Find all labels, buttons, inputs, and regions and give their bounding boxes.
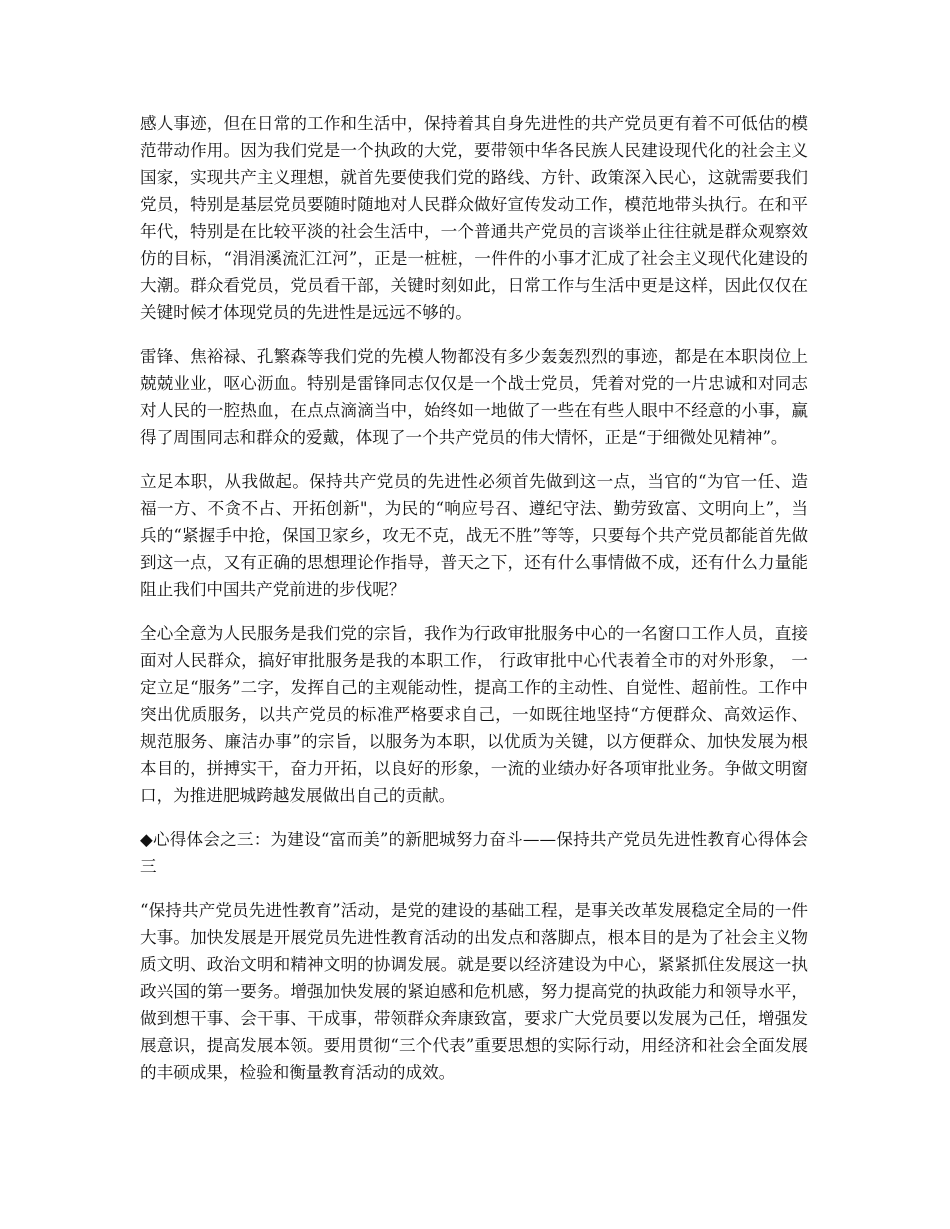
paragraph-role-models: 雷锋、焦裕禄、孔繁森等我们党的先模人物都没有多少轰轰烈烈的事迹，都是在本职岗位上兢兢业业，呕心沥血。特别是雷锋同志仅仅是一个战士党员，凭着对党的一片忠诚和对同志对人民的一腔热血，在点点滴滴当中，始终如一地做了一些在有些人眼中不经意的小事，赢得了周围同志和群众的爱戴，体现了一个共产党员的伟大情怀，正是“于细微处见精神”。 [140, 347, 808, 447]
paragraph-education-campaign: “保持共产党员先进性教育”活动，是党的建设的基础工程，是事关改革发展稳定全局的一件大事。加快发展是开展党员先进性教育活动的出发点和落脚点，根本目的是为了社会主义物质文明、政治文明和精神文明的协调发展。就是要以经济建设为中心，紧紧抓住发展这一执政兴国的第一要务。增强加快发展的紧迫感和危机感，努力提高党的执政能力和领导水平，做到想干事、会干事、干成事，带领群众奔康致富，要求广大党员要以发展为己任，增强发展意识，提高发展本领。要用贯彻“三个代表”重要思想的实际行动，用经济和社会全面发展的丰硕成果，检验和衡量教育活动的成效。 [140, 901, 808, 1082]
section-heading: ◆心得体会之三：为建设“富而美”的新肥城努力奋斗——保持共产党员先进性教育心得体会三 [140, 830, 808, 876]
paragraph-exemplary-role: 感人事迹，但在日常的工作和生活中，保持着其自身先进性的共产党员更有着不可低估的模范带动作用。因为我们党是一个执政的大党，要带领中华各民族人民建设现代化的社会主义国家，实现共产主义理想，就首先要使我们党的路线、方针、政策深入民心，这就需要我们党员，特别是基层党员要随时随地对人民群众做好宣传发动工作，模范地带头执行。在和平年代，特别是在比较平淡的社会生活中，一个普通共产党员的言谈举止往往就是群众观察效仿的目标，“涓涓溪流汇江河”，正是一桩桩，一件件的小事才汇成了社会主义现代化建设的大潮。群众看党员，党员看干部，关键时刻如此，日常工作与生活中更是这样，因此仅仅在关键时候才体现党员的先进性是远远不够的。 [140, 114, 808, 322]
paragraph-start-from-self: 立足本职，从我做起。保持共产党员的先进性必须首先做到这一点，当官的“为官一任、造福一方、不贪不占、开拓创新"，为民的“响应号召、遵纪守法、勤劳致富、文明向上”，当兵的“紧握手中抢，保国卫家乡，攻无不克，战无不胜”等等，只要每个共产党员都能首先做到这一点，又有正确的思想理论作指导，普天之下，还有什么事情做不成，还有什么力量能阻止我们中国共产党前进的步伐呢？ [140, 472, 808, 599]
paragraph-serve-the-people: 全心全意为人民服务是我们党的宗旨，我作为行政审批服务中心的一名窗口工作人员，直接面对人民群众，搞好审批服务是我的本职工作， 行政审批中心代表着全市的对外形象， 一定立足“服务”二字，发挥自己的主观能动性，提高工作的主动性、自觉性、超前性。工作中突出优质服务，以共产党员的标准严格要求自己，一如既往地坚持“方便群众、高效运作、规范服务、廉洁办事”的宗旨，以服务为本职，以优质为关键，以方便群众、加快发展为根本目的，拼搏实干，奋力开拓，以良好的形象，一流的业绩办好各项审批业务。争做文明窗口，为推进肥城跨越发展做出自己的贡献。 [140, 624, 808, 805]
document-body [140, 110, 808, 1103]
